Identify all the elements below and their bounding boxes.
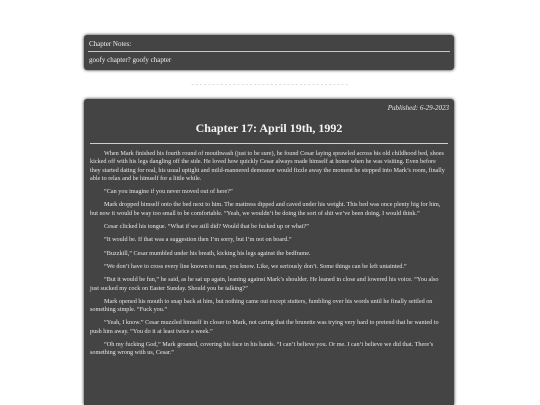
paragraph: “We don’t have to cross every line known to man, you know. Like, we seriously don’t. Some things can be left untainted.” (104, 262, 407, 270)
chapter-notes-text: goofy chapter? goofy chapter (89, 56, 172, 64)
paragraph: “Yeah, I know.” Cesar muzzled himself in closer to Mark, not caring that the brunette was trying very hard to pretend that he wanted to push him away. “You do it at least twice a week.” (90, 319, 439, 335)
section-divider: ~ ~ ~ ~ ~ ~ ~ ~ ~ ~ ~ ~ ~ ~ ~ ~ ~ ~ ~ ~ ~ ~ ~ ~ ~ ~ ~ ~ ~ ~ ~ ~ ~ ~ ~ ~ ~ ~ (191, 82, 349, 87)
chapter-content-box (84, 99, 454, 405)
paragraph: Mark opened his mouth to snap back at him, but nothing came out except stutters, fumbling over his words until he finally settled on something simple. “Fuck you.” (90, 297, 433, 314)
paragraph: “Oh my fucking God,” Mark groaned, covering his face in his hands. “I can’t believe you. Or me. I can’t believe we did that. There’s something wrong with us, Cesar.” (90, 341, 434, 357)
chapter-notes-heading: Chapter Notes: (89, 40, 132, 48)
paragraph: “But it would be fun,” he said, as he sat up again, leaning against Mark’s shoulder. He leaned in close and lowered his voice. “You also just sucked my cock on Easter Sunday. Should you be talking?” (90, 276, 439, 292)
published-date: Published: 6-29-2023 (387, 104, 449, 112)
chapter-body (90, 150, 448, 363)
paragraph: Mark dropped himself onto the bed next to him. The mattress dipped and caved under his weight. This bed was once plenty big for him, but now it would be way too small to be comfortable. “Yeah, we wouldn’t be doing the sort of shit we’ve been doing, I would think.” (90, 201, 441, 217)
chapter-notes-box (84, 35, 454, 70)
chapter-title-divider (90, 143, 448, 144)
paragraph: “Can you imagine if you never moved out of here?” (104, 188, 233, 196)
chapter-notes-divider (88, 51, 450, 52)
paragraph: “It would be. If that was a suggestion then I’m sorry, but I’m not on board.” (104, 236, 292, 244)
chapter-title: Chapter 17: April 19th, 1992 (195, 121, 343, 135)
paragraph: Cesar clicked his tongue. “What if we still did? Would that be fucked up or what?” (104, 223, 309, 231)
paragraph: When Mark finished his fourth round of mouthwash (just to be sure), he found Cesar laying sprawled across his old childhood bed, shoes kicked off with his legs dangling off the side. He loved how quickly Cesar always made himself at home when he was visiting. Even before they started dating for real, his usual uptight and mild-mannered demeanor would fizzle away the moment he stepped into Mark’s room, finally able to relax and be himself for a little while. (90, 150, 445, 182)
paragraph: “Buzzkill,” Cesar mumbled under his breath, kicking his legs against the bedframe. (104, 249, 311, 257)
